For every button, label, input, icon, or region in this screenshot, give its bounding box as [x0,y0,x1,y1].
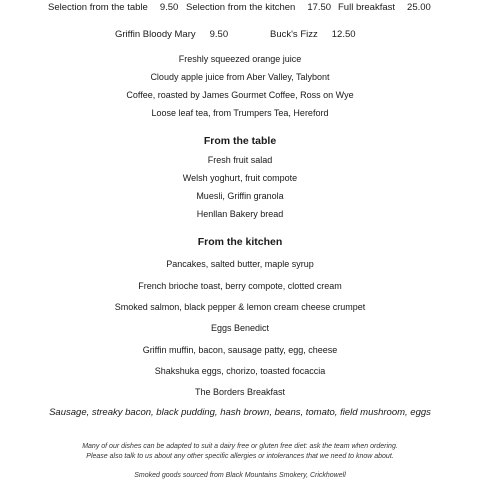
menu-item: Henllan Bakery bread [196,209,284,219]
menu-item: Shakshuka eggs, chorizo, toasted focaccia [154,366,326,376]
menu-item: Pancakes, salted butter, maple syrup [166,259,314,269]
borders-breakfast-detail: Sausage, streaky bacon, black pudding, hash brown, beans, tomato, field mushroom, eggs [49,407,431,418]
menu-item: Fresh fruit salad [207,155,273,165]
dietary-note: Many of our dishes can be adapted to suit a dairy free or gluten free diet: ask the team when ordering. [82,443,398,450]
price-value: 17.50 [307,2,332,13]
price-full-breakfast [338,2,431,13]
allergy-note: Please also talk to us about any other specific allergies or intolerances that we need to know about. [86,453,394,460]
menu-item: Smoked salmon, black pepper & lemon cream cheese crumpet [114,302,366,312]
drink-item: Loose leaf tea, from Trumpers Tea, Hereford [151,108,329,118]
price-bucks-fizz [270,29,356,40]
drink-item: Freshly squeezed orange juice [178,54,302,64]
price-name: Full breakfast [338,2,396,13]
price-selection-kitchen [186,2,331,13]
menu-item: Welsh yoghurt, fruit compote [182,173,298,183]
price-name: Griffin Bloody Mary [115,29,196,40]
menu-item: Griffin muffin, bacon, sausage patty, egg, cheese [142,345,338,355]
drink-item: Coffee, roasted by James Gourmet Coffee, Ross on Wye [126,90,354,100]
price-value: 12.50 [331,29,356,40]
menu-item: French brioche toast, berry compote, clotted cream [138,281,342,291]
menu-item: The Borders Breakfast [194,387,286,397]
price-selection-table [48,2,178,13]
price-value: 25.00 [407,2,431,13]
price-name: Buck's Fizz [270,29,318,40]
menu-item: Eggs Benedict [210,323,270,333]
price-name: Selection from the kitchen [186,2,296,13]
section-heading-table: From the table [203,135,277,147]
drink-item: Cloudy apple juice from Aber Valley, Talybont [150,72,330,82]
price-name: Selection from the table [48,2,148,13]
menu-item: Muesli, Griffin granola [196,191,284,201]
price-bloody-mary [115,29,228,40]
price-value: 9.50 [159,2,179,13]
smokery-note: Smoked goods sourced from Black Mountains Smokery, Crickhowell [134,472,346,479]
section-heading-kitchen: From the kitchen [197,236,283,248]
price-value: 9.50 [209,29,229,40]
